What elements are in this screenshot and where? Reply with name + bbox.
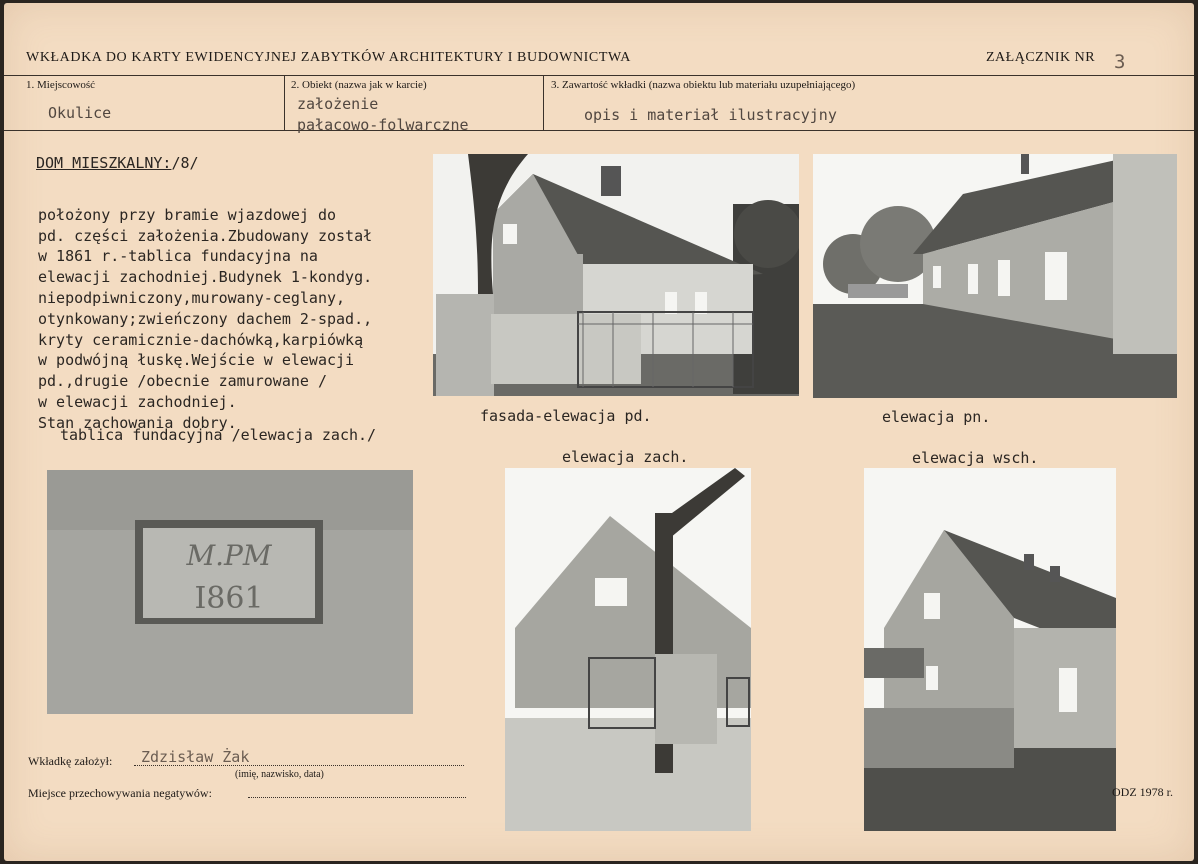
object-label: 2. Obiekt (nazwa jak w karcie) <box>291 79 427 91</box>
description-line: niepodpiwniczony,murowany-ceglany, <box>38 288 346 307</box>
description-line: w elewacji zachodniej. <box>38 392 237 411</box>
description-line: Stan zachowania dobry. <box>38 413 237 432</box>
attachment-label: ZAŁĄCZNIK NR <box>986 50 1096 65</box>
negatives-dotted-line <box>248 797 466 798</box>
caption-north-elevation: elewacja pn. <box>882 408 991 426</box>
locality-value: Okulice <box>48 104 112 122</box>
card-title: WKŁADKA DO KARTY EWIDENCYJNEJ ZABYTKÓW ARCHITEKTURY I BUDOWNICTWA <box>26 50 631 65</box>
author-value: Zdzisław Żak <box>141 748 250 766</box>
description-line: elewacji zachodniej.Budynek 1-kondyg. <box>38 268 373 287</box>
author-dotted-line <box>134 765 464 766</box>
description-title-text: DOM MIESZKALNY: <box>36 154 172 172</box>
description-line: pd.,drugie /obecnie zamurowane / <box>38 372 327 391</box>
caption-east-elevation: elewacja wsch. <box>912 449 1039 467</box>
svg-text:M.PM: M.PM <box>186 539 272 572</box>
header-divider-bottom <box>4 130 1194 131</box>
archive-stamp: ODZ 1978 r. <box>1112 785 1173 799</box>
description-line: w podwójną łuskę.Wejście w elewacji <box>38 351 355 370</box>
photo-foundation-plaque <box>47 470 413 714</box>
description-line: kryty ceramicznie-dachówką,karpiówką <box>38 330 364 349</box>
caption-west-elevation: elewacja zach. <box>562 448 689 466</box>
negatives-label: Miejsce przechowywania negatywów: <box>28 786 212 800</box>
content-value: opis i materiał ilustracyjny <box>584 106 837 124</box>
author-hint: (imię, nazwisko, data) <box>235 769 324 780</box>
description-title-suffix: /8/ <box>171 154 199 172</box>
description-text <box>38 184 372 454</box>
caption-south-facade: fasada-elewacja pd. <box>480 407 652 425</box>
content-label: 3. Zawartość wkładki (nazwa obiektu lub materiału uzupełniającego) <box>551 79 856 91</box>
attachment-number: 3 <box>1114 51 1126 73</box>
object-value-line2: pałacowo-folwarczne <box>297 116 469 134</box>
header-divider-top <box>4 75 1194 76</box>
field-divider-2 <box>543 75 544 130</box>
author-label: Wkładkę założył: <box>28 754 113 768</box>
locality-label: 1. Miejscowość <box>26 79 96 91</box>
svg-text:I861: I861 <box>194 581 264 616</box>
photo-west-elevation <box>505 468 751 831</box>
description-line: położony przy bramie wjazdowej do <box>38 205 337 224</box>
photo-south-facade <box>433 154 799 396</box>
photo-north-elevation <box>813 154 1177 398</box>
caption-plaque: tablica fundacyjna /elewacja zach./ <box>60 426 377 444</box>
description-line: pd. części założenia.Zbudowany został <box>38 226 373 245</box>
description-line: otynkowany;zwieńczony dachem 2-spad., <box>38 309 373 328</box>
description-title <box>36 154 199 172</box>
description-line: w 1861 r.-tablica fundacyjna na <box>38 247 318 266</box>
field-divider-1 <box>284 75 285 130</box>
photo-east-elevation <box>864 468 1116 831</box>
object-value-line1: założenie <box>297 95 379 113</box>
